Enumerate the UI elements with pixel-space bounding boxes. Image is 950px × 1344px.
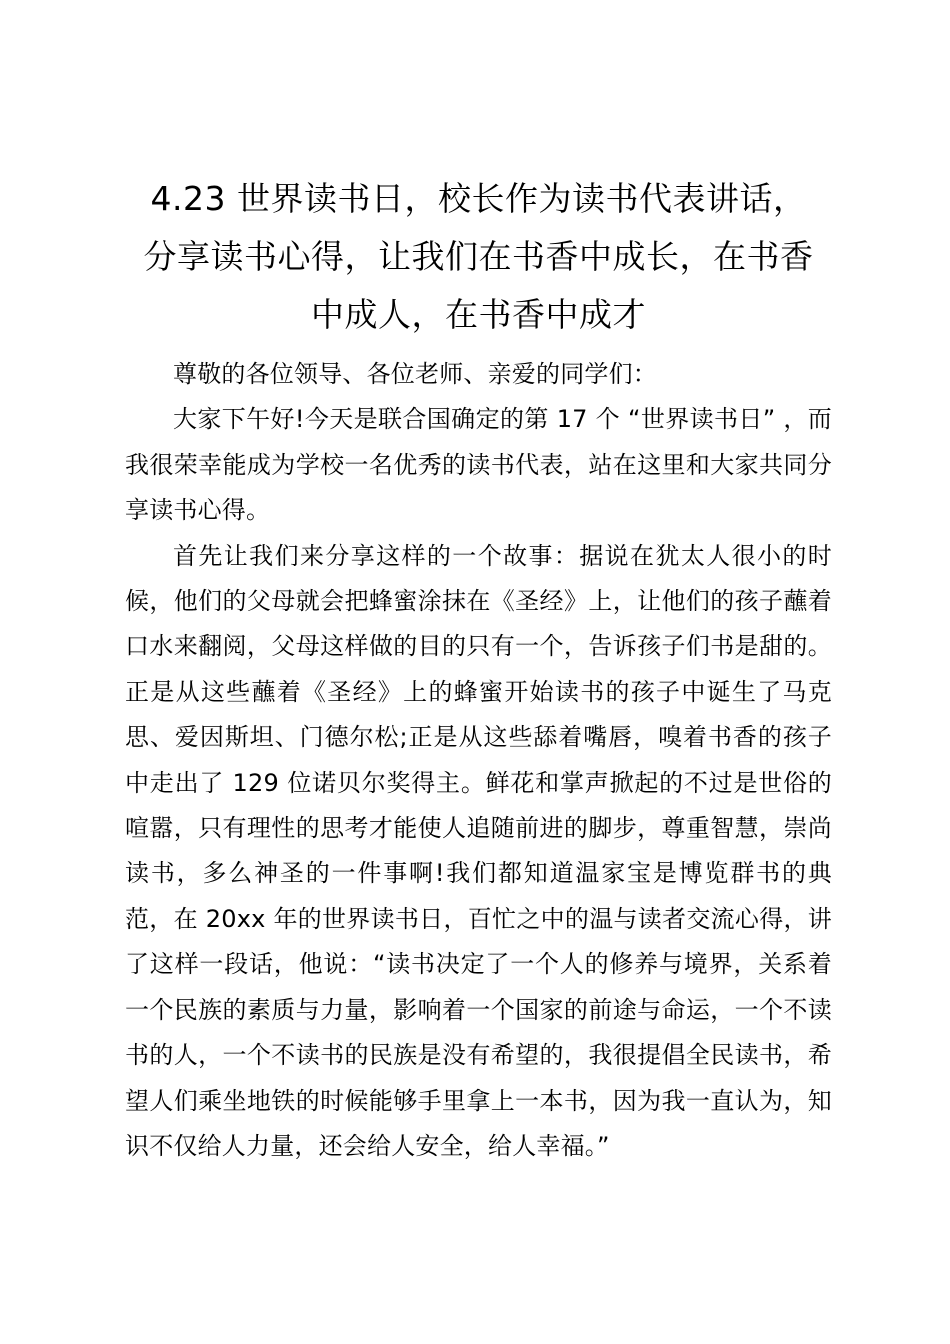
greeting-paragraph: 尊敬的各位领导、各位老师、亲爱的同学们： (173, 360, 657, 388)
document-body (125, 352, 832, 1169)
title-line-1: 4.23 世界读书日，校长作为读书代表讲话， (150, 179, 807, 218)
intro-paragraph: 大家下午好!今天是联合国确定的第 17 个 “世界读书日” ，而我很荣幸能成为学校一名优秀的读书代表，站在这里和大家共同分享读书心得。 (125, 405, 832, 525)
story-paragraph: 首先让我们来分享这样的一个故事：据说在犹太人很小的时候，他们的父母就会把蜂蜜涂抹在《圣经》上，让他们的孩子蘸着口水来翻阅，父母这样做的目的只有一个，告诉孩子们书是甜的。正是从这些蘸着《圣经》上的蜂蜜开始读书的孩子中诞生了马克思、爱因斯坦、门德尔松;正是从这些舔着嘴唇，嗅着书香的孩子中走出了 129 位诺贝尔奖得主。鲜花和掌声掀起的不过是世俗的喧嚣，只有理性的思考才能使人追随前进的脚步，尊重智慧，崇尚读书，多么神圣的一件事啊!我们都知道温家宝是博览群书的典范，在 20xx 年的世界读书日，百忙之中的温与读者交流心得，讲了这样一段话，他说：“读书决定了一个人的修养与境界，关系着一个民族的素质与力量，影响着一个国家的前途与命运，一个不读书的人，一个不读书的民族是没有希望的，我很提倡全民读书，希望人们乘坐地铁的时候能够手里拿上一本书，因为我一直认为，知识不仅给人力量，还会给人安全，给人幸福。” (125, 541, 832, 1160)
title-line-3: 中成人，在书香中成才 (311, 295, 646, 334)
document-title (125, 170, 832, 344)
title-line-2: 分享读书心得，让我们在书香中成长，在书香 (143, 237, 814, 276)
